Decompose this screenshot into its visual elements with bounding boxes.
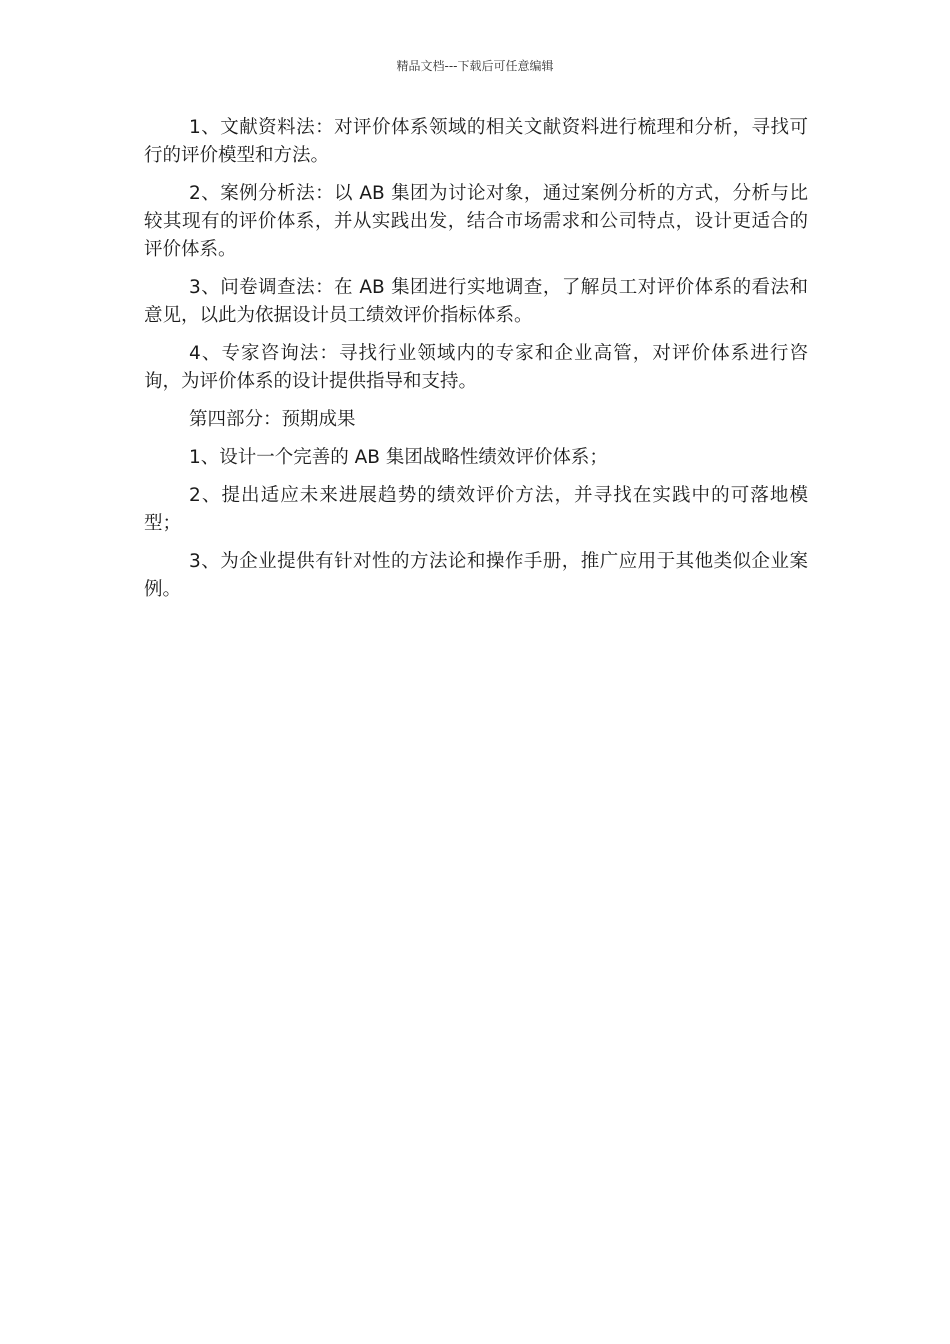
- method-case-study: 2、案例分析法：以 AB 集团为讨论对象，通过案例分析的方式，分析与比较其现有的评价体系，并从实践出发，结合市场需求和公司特点，设计更适合的评价体系。: [144, 183, 808, 260]
- method-literature: 1、文献资料法：对评价体系领域的相关文献资料进行梳理和分析，寻找可行的评价模型和方法。: [144, 117, 808, 166]
- page-header: 精品文档---下载后可任意编辑: [396, 59, 554, 73]
- result-item-2: 2、提出适应未来进展趋势的绩效评价方法，并寻找在实践中的可落地模型；: [144, 485, 808, 534]
- method-expert-consultation: 4、专家咨询法：寻找行业领域内的专家和企业高管，对评价体系进行咨询，为评价体系的设计提供指导和支持。: [144, 343, 808, 392]
- result-item-1: 1、设计一个完善的 AB 集团战略性绩效评价体系；: [189, 447, 608, 468]
- result-item-3: 3、为企业提供有针对性的方法论和操作手册，推广应用于其他类似企业案例。: [144, 551, 808, 600]
- document-body: [144, 114, 808, 614]
- method-questionnaire: 3、问卷调查法：在 AB 集团进行实地调查，了解员工对评价体系的看法和意见，以此为依据设计员工绩效评价指标体系。: [144, 277, 808, 326]
- section-heading-expected-results: 第四部分：预期成果: [189, 409, 356, 430]
